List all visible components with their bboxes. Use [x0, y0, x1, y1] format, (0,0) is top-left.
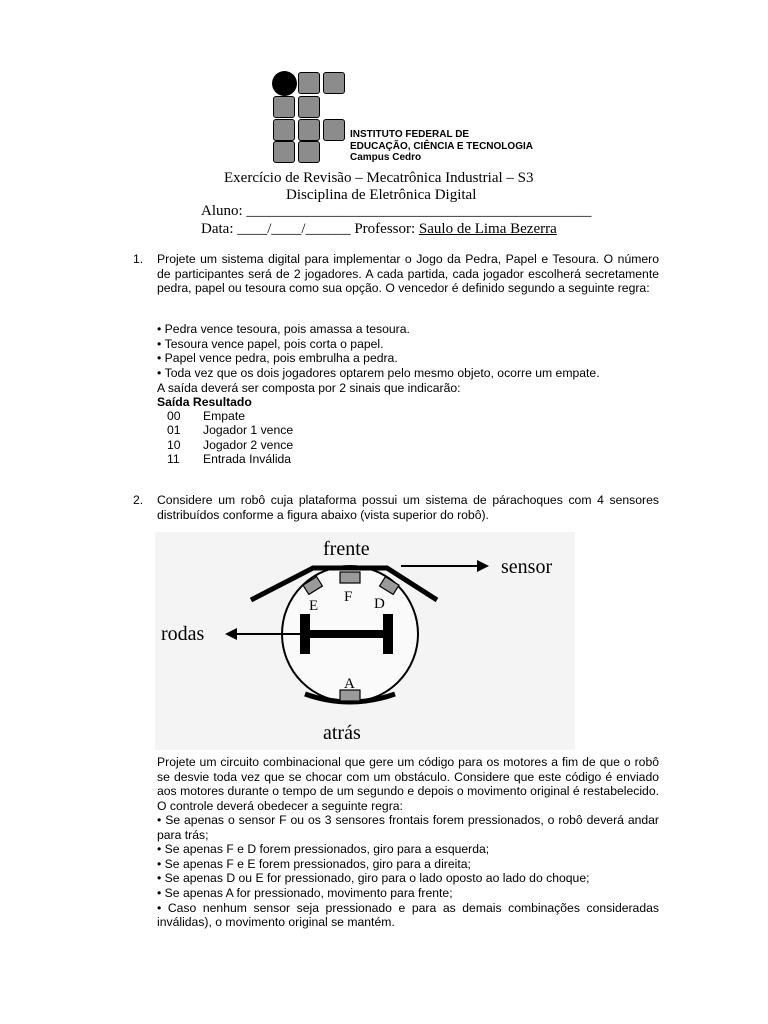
robot-figure	[155, 532, 575, 750]
q2-rule: • Se apenas F e E forem pressionados, giro para a direita;	[157, 857, 659, 872]
result-cell: Empate	[203, 409, 246, 423]
student-line	[201, 203, 591, 220]
label-sensor: sensor	[501, 556, 553, 578]
label-rodas: rodas	[161, 623, 205, 645]
table-row	[167, 452, 293, 466]
q1-rule: • Tesoura vence papel, pois corta o papel.	[157, 337, 677, 352]
sensor-f	[340, 572, 360, 583]
q2-paragraph: Projete um circuito combinacional que gere um código para os motores a fim de que o robô se desvie toda vez que se chocar com um obstáculo. Considere que este código é enviado aos motores durante o tempo de um segundo e depois o movimento original é restabelecido. O controle deverá obedecer a seguinte regra:	[157, 755, 659, 813]
q2-number: 2.	[133, 493, 144, 507]
q2-rule: • Se apenas o sensor F ou os 3 sensores frontais forem pressionados, o robô deverá andar para trás;	[157, 813, 659, 842]
label-f: F	[344, 589, 353, 605]
q1-output-table	[167, 409, 293, 466]
q2-rule: • Se apenas F e D forem pressionados, giro para a esquerda;	[157, 842, 659, 857]
table-row	[167, 438, 293, 452]
table-row	[167, 423, 293, 437]
label-e: E	[309, 598, 319, 614]
professor-label: Professor:	[354, 221, 416, 237]
discipline-line: Disciplina de Eletrônica Digital	[286, 187, 477, 203]
code-cell: 11	[167, 451, 180, 466]
campus-line: Campus Cedro	[350, 152, 422, 163]
left-wheel	[300, 614, 310, 654]
code-cell: 01	[167, 423, 181, 438]
label-frente: frente	[323, 538, 370, 560]
q1-rule: • Papel vence pedra, pois embrulha a pedra.	[157, 351, 677, 366]
institution-line: EDUCAÇÃO, CIÊNCIA E TECNOLOGIA	[350, 140, 533, 152]
q1-number: 1.	[133, 252, 144, 266]
q1-rule: • Pedra vence tesoura, pois amassa a tesoura.	[157, 322, 677, 337]
institute-logo	[272, 71, 348, 163]
result-cell: Jogador 2 vence	[203, 437, 294, 452]
label-atras: atrás	[323, 722, 361, 744]
professor-name: Saulo de Lima Bezerra	[418, 221, 557, 237]
q1-rules	[157, 322, 677, 380]
q1-rule: • Toda vez que os dois jogadores optarem pelo mesmo objeto, ocorre um empate.	[157, 366, 677, 381]
label-d: D	[374, 596, 385, 612]
institution-name	[350, 129, 533, 164]
right-wheel	[383, 614, 393, 654]
code-cell: 00	[167, 409, 181, 423]
wheel-axle	[310, 630, 383, 638]
aluno-field[interactable]: ______________________________________________	[246, 203, 592, 219]
exam-title: Exercício de Revisão – Mecatrônica Industrial – S3	[224, 170, 534, 186]
table-row	[167, 409, 293, 423]
q2-rule: • Caso nenhum sensor seja pressionado e para as demais combinações consideradas inválidas), o movimento original se mantém.	[157, 901, 659, 930]
q2-rule: • Se apenas A for pressionado, movimento para frente;	[157, 886, 659, 901]
q1-output-intro: A saída deverá ser composta por 2 sinais que indicarão:	[157, 381, 461, 395]
result-cell: Jogador 1 vence	[203, 423, 294, 438]
q2-text: Considere um robô cuja plataforma possui um sistema de párachoques com 4 sensores distribuídos conforme a figura abaixo (vista superior do robô).	[157, 493, 659, 522]
institution-line: INSTITUTO FEDERAL DE	[350, 129, 470, 140]
date-label: Data:	[201, 221, 234, 237]
code-cell: 10	[167, 437, 181, 452]
label-a: A	[344, 676, 355, 692]
result-cell: Entrada Inválida	[203, 451, 292, 466]
q1-table-header: Saída Resultado	[157, 395, 252, 409]
date-field[interactable]: ____/____/______	[237, 221, 351, 237]
q2-rules	[157, 813, 659, 930]
logo-red-dot	[272, 71, 297, 96]
q1-text: Projete um sistema digital para implementar o Jogo da Pedra, Papel e Tesoura. O número de participantes será de 2 jogadores. A cada partida, cada jogador escolherá secretamente pedra, papel ou tesoura como sua opção. O vencedor é definido segundo a seguinte regra:	[157, 252, 659, 296]
q2-rule: • Se apenas D ou E for pressionado, giro para o lado oposto ao lado do choque;	[157, 871, 659, 886]
aluno-label: Aluno:	[201, 203, 243, 219]
date-professor-line	[201, 221, 557, 238]
